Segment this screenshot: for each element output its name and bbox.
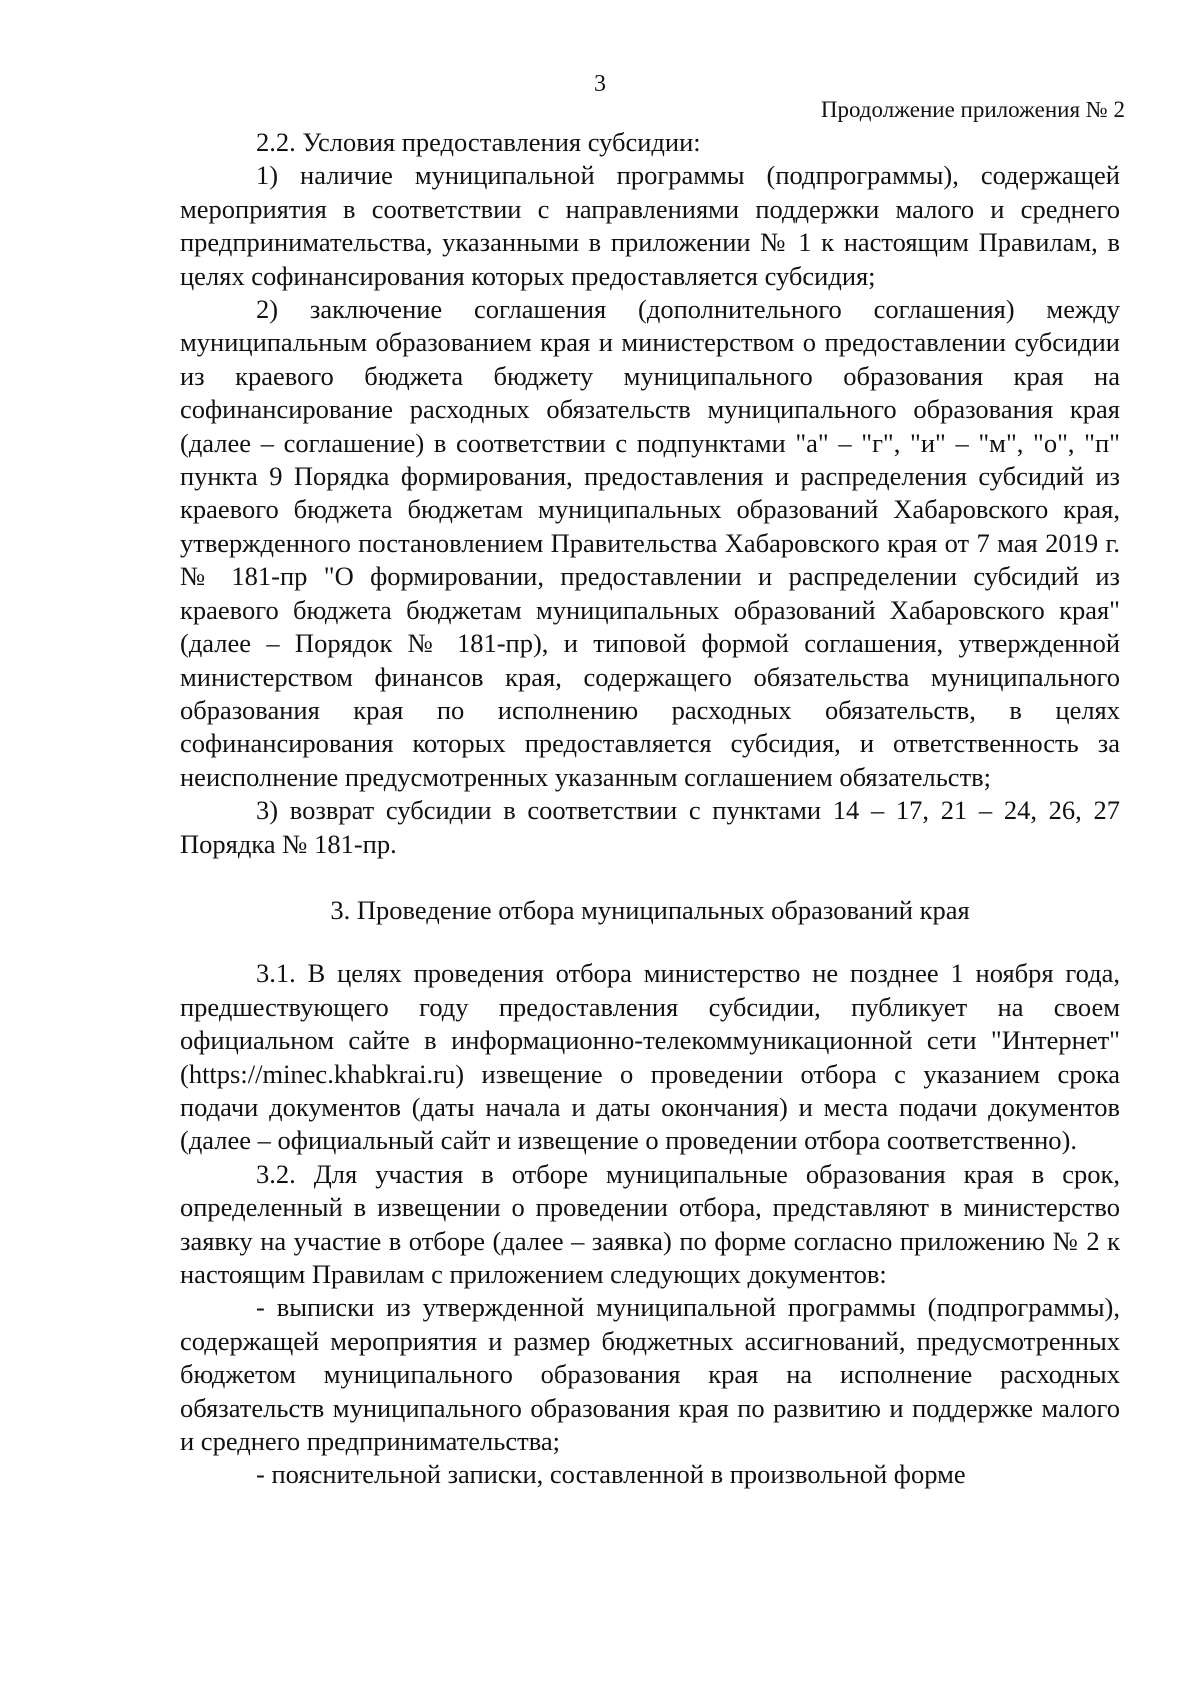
document-body <box>180 126 1120 1492</box>
clause-2-2-title: 2.2. Условия предоставления субсидии: <box>256 127 701 157</box>
clause-3-2: 3.2. Для участия в отборе муниципальные образования края в срок, определенный в извещении о проведении отбора, представляют в министерство заявку на участие в отборе (далее – заявка) по форме согласно приложению № 2 к настоящим Правилам с приложением следующих документов: <box>180 1158 1120 1289</box>
clause-3-1: 3.1. В целях проведения отбора министерство не позднее 1 ноября года, предшествующего году предоставления субсидии, публикует на своем официальном сайте в информационно-телекоммуникационной сети "Интернет" (https://minec.khabkrai.ru) извещение о проведении отбора с указанием срока подачи документов (даты начала и даты окончания) и места подачи документов (далее – официальный сайт и извещение о проведении отбора соответственно). <box>180 958 1120 1156</box>
clause-2-2-item-1: 1) наличие муниципальной программы (подпрограммы), содержащей мероприятия в соответствии с направлениями поддержки малого и среднего предпринимательства, указанными в приложении № 1 к настоящим Правилам, в целях софинансирования которых предоставляется субсидия; <box>180 160 1120 291</box>
clause-2-2-item-2: 2) заключение соглашения (дополнительного соглашения) между муниципальным образованием края и министерством о предоставлении субсидии из краевого бюджета бюджету муниципального образования края на софинансирование расходных обязательств муниципального образования края (далее – соглашение) в соответствии с подпунктами "а" – "г", "и" – "м", "о", "п" пункта 9 Порядка формирования, предоставления и распределения субсидий из краевого бюджета бюджетам муниципальных образований Хабаровского края, утвержденного постановлением Правительства Хабаровского края от 7 мая 2019 г. № 181-пр "О формировании, предоставлении и распределении субсидий из краевого бюджета бюджетам муниципальных образований Хабаровского края" (далее – Порядок № 181-пр), и типовой формой соглашения, утвержденной министерством финансов края, содержащего обязательства муниципального образования края по исполнению расходных обязательств, в целях софинансирования которых предоставляется субсидия, и ответственность за неисполнение предусмотренных указанным соглашением обязательств; <box>180 294 1120 792</box>
page-number: 3 <box>594 71 606 97</box>
section-3-heading: 3. Проведение отбора муниципальных образований края <box>330 894 970 925</box>
clause-3-2-dash-item-2: - пояснительной записки, составленной в произвольной форме <box>256 1459 966 1490</box>
clause-2-2-item-3: 3) возврат субсидии в соответствии с пунктами 14 – 17, 21 – 24, 26, 27 Порядка № 181-пр. <box>180 795 1120 859</box>
clause-3-2-dash-item-1: - выписки из утвержденной муниципальной программы (подпрограммы), содержащей мероприятия и размер бюджетных ассигнований, предусмотренных бюджетом муниципального образования края на исполнение расходных обязательств муниципального образования края по развитию и поддержке малого и среднего предпринимательства; <box>180 1292 1120 1457</box>
appendix-continuation-label: Продолжение приложения № 2 <box>820 97 1125 122</box>
